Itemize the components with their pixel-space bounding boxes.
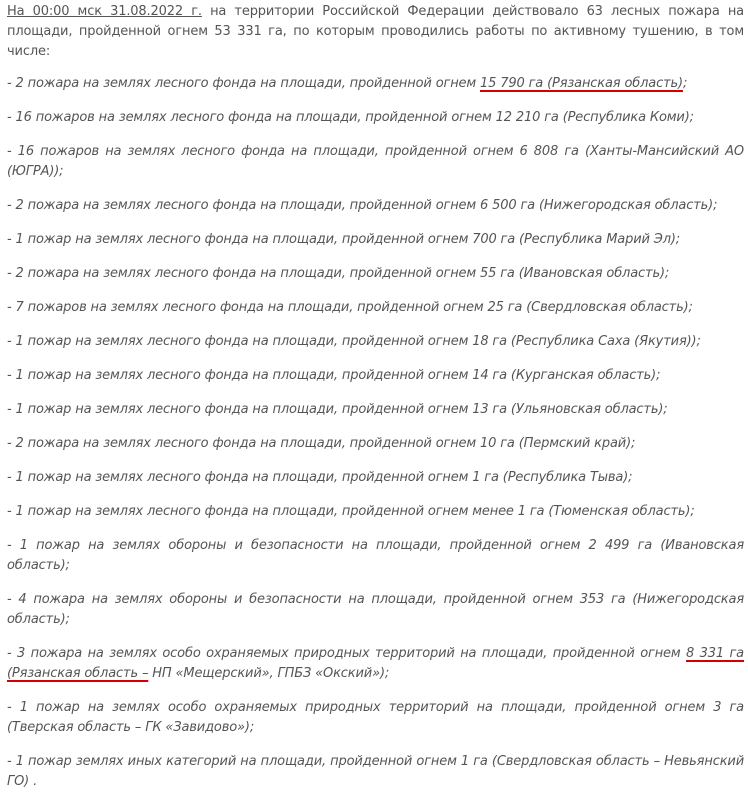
fire-item: - 16 пожаров на землях лесного фонда на площади, пройденной огнем 6 808 га (Ханты-Мансийский АО (ЮГРА));: [7, 144, 744, 179]
fire-item: - 1 пожар на землях лесного фонда на площади, пройденной огнем 18 га (Республика Саха (Якутия));: [7, 334, 701, 349]
fire-item: - 4 пожара на землях обороны и безопасности на площади, пройденной огнем 353 га (Нижегородская область);: [7, 592, 744, 627]
fire-item: - 2 пожара на землях лесного фонда на площади, пройденной огнем 10 га (Пермский край);: [7, 436, 636, 451]
highlighted-area: 15 790 га (Рязанская область): [480, 76, 683, 91]
fire-item-text: - 3 пожара на землях особо охраняемых природных территорий на площади, пройденной огнем: [7, 646, 687, 661]
fire-item: [7, 74, 744, 94]
fire-item: - 16 пожаров на землях лесного фонда на площади, пройденной огнем 12 210 га (Республика Коми);: [7, 110, 694, 125]
fire-item-text: - 2 пожара на землях лесного фонда на площади, пройденной огнем: [7, 76, 481, 91]
highlighted-area: 8 331 га (Рязанская область –: [7, 646, 744, 681]
fire-item: - 1 пожар на землях лесного фонда на площади, пройденной огнем 13 га (Ульяновская область);: [7, 402, 668, 417]
report-date: На 00:00 мск 31.08.2022 г.: [7, 4, 202, 19]
intro-paragraph: [7, 2, 744, 62]
fire-item: - 1 пожар землях иных категорий на площади, пройденной огнем 1 га (Свердловская область – Невьянский ГО) .: [7, 754, 744, 789]
intro-text: на территории Российской Федерации действовало 63 лесных пожара на площади, пройденной огнем 53 331 га, по которым проводились работы по активному тушению, в том числе:: [7, 4, 744, 59]
fire-item: - 1 пожар на землях лесного фонда на площади, пройденной огнем 14 га (Курганская область);: [7, 368, 661, 383]
fire-item: - 1 пожар на землях особо охраняемых природных территорий на площади, пройденной огнем 3 га (Тверская область – ГК «Завидово»);: [7, 700, 744, 735]
fire-item-text: НП «Мещерский», ГПБЗ «Окский»);: [148, 666, 390, 681]
fire-item: [7, 644, 744, 684]
fire-item: - 7 пожаров на землях лесного фонда на площади, пройденной огнем 25 га (Свердловская область);: [7, 300, 693, 315]
fire-item: - 2 пожара на землях лесного фонда на площади, пройденной огнем 6 500 га (Нижегородская область);: [7, 198, 718, 213]
fire-item: - 1 пожар на землях лесного фонда на площади, пройденной огнем менее 1 га (Тюменская область);: [7, 504, 695, 519]
fire-item: - 2 пожара на землях лесного фонда на площади, пройденной огнем 55 га (Ивановская область);: [7, 266, 670, 281]
fire-item: - 1 пожар на землях лесного фонда на площади, пройденной огнем 1 га (Республика Тыва);: [7, 470, 633, 485]
fire-item: - 1 пожар на землях лесного фонда на площади, пройденной огнем 700 га (Республика Марий Эл);: [7, 232, 681, 247]
fire-item: - 1 пожар на землях обороны и безопасности на площади, пройденной огнем 2 499 га (Ивановская область);: [7, 538, 744, 573]
fire-item-text: ;: [682, 76, 688, 91]
